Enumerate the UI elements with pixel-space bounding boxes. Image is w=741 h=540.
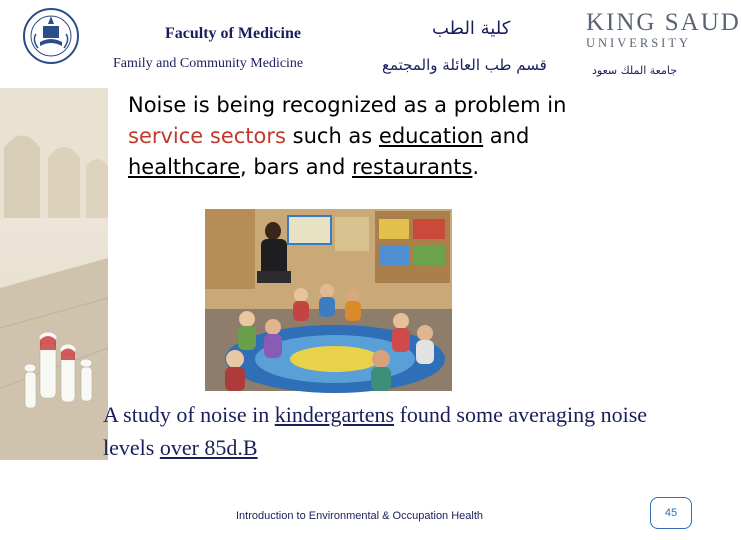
study-caption <box>103 398 693 464</box>
p1-restaurants: restaurants <box>351 155 473 179</box>
faculty-title-ar: كلية الطب <box>432 18 511 39</box>
p1-text-b: such as <box>285 124 379 148</box>
p1-text-e: . <box>472 155 480 179</box>
kindergarten-classroom-photo <box>205 209 452 391</box>
p1-education: education <box>378 124 484 148</box>
caption-text-a: A study of noise in <box>103 402 275 427</box>
p1-healthcare: healthcare <box>128 155 240 179</box>
caption-over-85db: over 85d.B <box>159 435 258 460</box>
ksu-emblem-logo <box>16 6 86 66</box>
university-name-ar: جامعة الملك سعود <box>592 64 678 77</box>
wordmark-line1: KING SAUD <box>586 9 741 36</box>
caption-text-b: found some averaging noise levels <box>103 402 648 460</box>
campus-walkway-photo <box>0 88 108 460</box>
faculty-title-en: Faculty of Medicine <box>165 25 301 42</box>
wordmark-line2: UNIVERSITY <box>586 36 691 50</box>
department-title-en: Family and Community Medicine <box>113 56 304 71</box>
p1-text-c: and <box>483 124 530 148</box>
caption-kindergartens: kindergartens <box>274 402 395 427</box>
university-wordmark-logo <box>586 10 741 50</box>
course-footer: Introduction to Environmental & Occupation Health <box>236 510 484 522</box>
department-title-ar: قسم طب العائلة والمجتمع <box>382 56 547 74</box>
p1-text-d: , bars and <box>239 155 352 179</box>
page-number: 45 <box>664 507 678 519</box>
p1-service-sectors: service sectors <box>128 124 286 148</box>
main-paragraph <box>128 90 628 183</box>
page-number-badge <box>650 497 692 529</box>
p1-text-a: Noise is being recognized as a problem in <box>128 93 567 117</box>
